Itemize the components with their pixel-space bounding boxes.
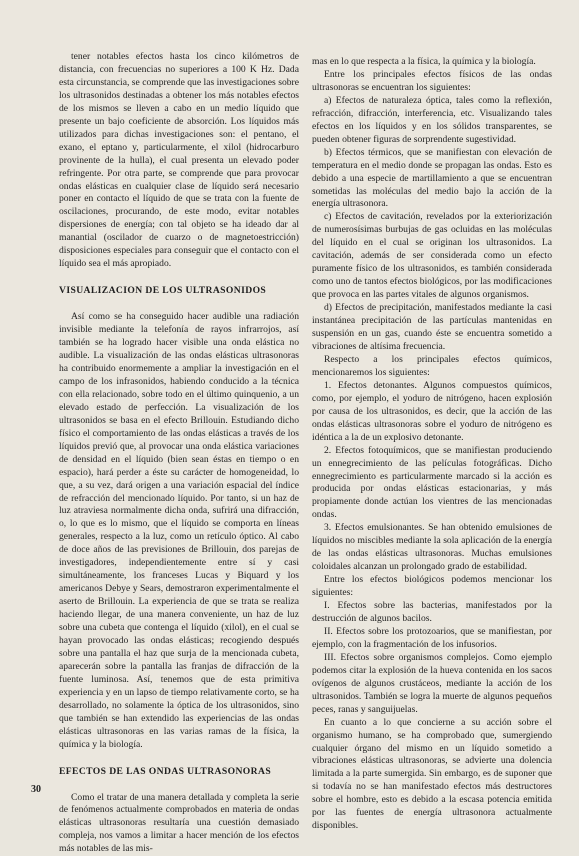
paragraph-physical-intro: Entre los principales efectos físicos de las ondas ultrasonoras se encuentran los siguientes: [312, 68, 552, 93]
paragraph-effect-3: 3. Efectos emulsionantes. Se han obtenido emulsiones de líquidos no miscibles mediante la sola aplicación de la energía de las ondas elásticas ultrasonoras. Muchas emulsiones coloidales alcanzan un prolongado grado de estabilidad. [312, 522, 552, 573]
paragraph-effect-I: I. Efectos sobre las bacterias, manifestados por la destrucción de algunos bacilos. [312, 600, 552, 624]
right-column [312, 56, 552, 833]
paragraph-effect-III: III. Efectos sobre organismos complejos. Como ejemplo podemos citar la explosión de la hueva contenida en los sacos ovígenos de algunos crustáceos, mediante la acción de los ultrasonidos. También se logra la muerte de algunos pequeños peces, ranas y sanguijuelas. [312, 651, 552, 715]
paragraph-effect-1: 1. Efectos detonantes. Algunos compuestos químicos, como, por ejemplo, el yoduro de nitrógeno, hacen explosión por causa de los ultrasonidos, es decir, que la acción de las ondas elásticas ultrasonoras sobre el yoduro de nitrógeno es idéntica a la de un explosivo detonante. [312, 379, 552, 443]
paragraph-effect-b: b) Efectos térmicos, que se manifiestan con elevación de temperatura en el medio donde se propagan las ondas. Esto es debido a una especie de martillamiento a que se encuentran sometidas las moléculas del medio bajo la acción de la energía ultrasonora. [312, 146, 552, 210]
paragraph-continuation: mas en lo que respecta a la física, la química y la biología. [312, 56, 536, 67]
heading-efectos: EFECTOS DE LAS ONDAS ULTRASONORAS [59, 765, 272, 777]
paragraph-effect-2: 2. Efectos fotoquímicos, que se manifiestan produciendo un ennegrecimiento de las películas fotográficas. Dicho ennegrecimiento es particularmente marcado si la acción es producida por ondas elásticas estacionarias, y más propiamente donde actúan los vientres de las mencionadas ondas. [312, 444, 552, 521]
paragraph-transmission: tener notables efectos hasta los cinco kilómetros de distancia, con frecuencias no superiores a 100 K Hz. Dada esta circunstancia, se comprende que las investigaciones sobre los ultrasonidos destinadas a obtener los más notables efectos de los mismos se lleven a cabo en un medio líquido que presente un bajo coeficiente de absorción. Los líquidos más utilizados para dichas investigaciones son: el pentano, el exano, el eptano y, particularmente, el xilol (hidrocarburo provinente de la hulla), el cual presenta un elevado poder refringente. Por otra parte, se comprende que para provocar ondas elásticas en cualquier clase de líquido será necesario poner en contacto el líquido de que se trata con la fuente de oscilaciones, procurando, de este modo, evitar notables dispersiones de energía; con tal objeto se ha ideado dar al manantial (oscilador de cuarzo o de magnetoestricción) disposiciones especiales para conseguir que el contacto con el líquido sea el más apropiado. [59, 51, 299, 270]
paragraph-visualizacion: Así como se ha conseguido hacer audible una radiación invisible mediante la telefonía de rayos infrarrojos, así también se ha logrado hacer visible una onda elástica no audible. La visualización de las ondas elásticas ultrasonoras ha contribuido enormemente a ampliar la investigación en el campo de los infrasonidos, habiendo conducido a la técnica con ella relacionado, sobre todo en el último quinquenio, a un elevado estado de perfección. La visualización de los ultrasonidos se basa en el efecto Brillouin. Estudiando dicho físico el comportamiento de las ondas elásticas a través de los líquidos previó que, al provocar una onda elástica variaciones de densidad en el líquido (bien sean éstas en tiempo o en espacio), hará perder a éste su carácter de homogeneidad, lo que, a su vez, dará origen a una variación espacial del índice de refracción del mencionado líquido. Por tanto, si un haz de luz atraviesa normalmente dicha onda, sufrirá una difracción, o, lo que es lo mismo, que el líquido se comporta en líneas generales, respecto a la luz, como un retículo óptico. Al cabo de doce años de las previsiones de Brillouin, dos parejas de investigadores, independientemente entre sí y casi simultáneamente, los franceses Lucas y Biquard y los americanos Debye y Sears, demostraron experimentalmente el aserto de Brillouin. La experiencia de que se trata se realiza haciendo llegar, de una manera conveniente, un haz de luz sobre una cubeta que contenga el líquido (xilol), en el cual se hayan provocado las ondas elásticas; recogiendo después sobre una pantalla el haz que surja de la mencionada cubeta, aparecerán sobre la pantalla las franjas de difracción de la fuente luminosa. Así, tenemos que de esta primitiva experiencia y en un lapso de tiempo relativamente corto, se ha desarrollado, no solamente la óptica de los ultrasonidos, sino que también se han extendido las experiencias de las ondas elásticas ultrasonoras en las varias ramas de la física, la química y la biología. [59, 311, 299, 750]
paragraph-effect-a: a) Efectos de naturaleza óptica, tales como la reflexión, refracción, difracción, interferencia, etc. Visualizando tales efectos en los líquidos y en los sólidos transparentes, se pueden obtener figuras de sorprendente sugestividad. [312, 94, 552, 145]
paragraph-biological-intro: Entre los efectos biológicos podemos mencionar los siguientes: [312, 574, 552, 599]
paragraph-effect-II: II. Efectos sobre los protozoarios, que se manifiestan, por ejemplo, con la fragmentación de los infusorios. [312, 625, 552, 650]
paragraph-effect-d: d) Efectos de precipitación, manifestados mediante la casi instantánea precipitación de las partículas mantenidas en suspensión en un gas, cuando éste se encuentra sometido a vibraciones de altísima frecuencia. [312, 302, 552, 352]
left-column [59, 51, 299, 856]
page-number: 30 [31, 784, 41, 795]
paragraph-chemical-intro: Respecto a los principales efectos químicos, mencionaremos los siguientes: [312, 353, 552, 378]
heading-visualizacion: VISUALIZACION DE LOS ULTRASONIDOS [59, 285, 267, 297]
paragraph-efectos-intro: Como el tratar de una manera detallada y completa la serie de fenómenos actualmente comprobados en materia de ondas elásticas ultrasonoras resultaría una cuestión demasiado compleja, nos vamos a limitar a hacer mención de los efectos más notables de las mis- [59, 791, 299, 855]
paragraph-effect-c: c) Efectos de cavitación, revelados por la exteriorización de numerosísimas burbujas de gas ocluidas en las moléculas del líquido en el cual se originan los ultrasonidos. La cavitación, además de ser considerada como un efecto puramente físico de los ultrasonidos, es también considerada como uno de tantos efectos biológicos, por las modificaciones que provoca en las partes vitales de algunos organismos. [312, 211, 552, 301]
paragraph-human: En cuanto a lo que concierne a su acción sobre el organismo humano, se ha comprobado que, sumergiendo cualquier órgano del mismo en un líquido sometido a vibraciones elásticas ultrasonoras, se advierte una dolencia limitada a la parte sumergida. Sin embargo, es de suponer que si todavía no se han manifestado efectos más destructores sobre el hombre, esto es debido a la escasa potencia emitida por las fuentes de energía ultrasonora actualmente disponibles. [312, 716, 552, 832]
